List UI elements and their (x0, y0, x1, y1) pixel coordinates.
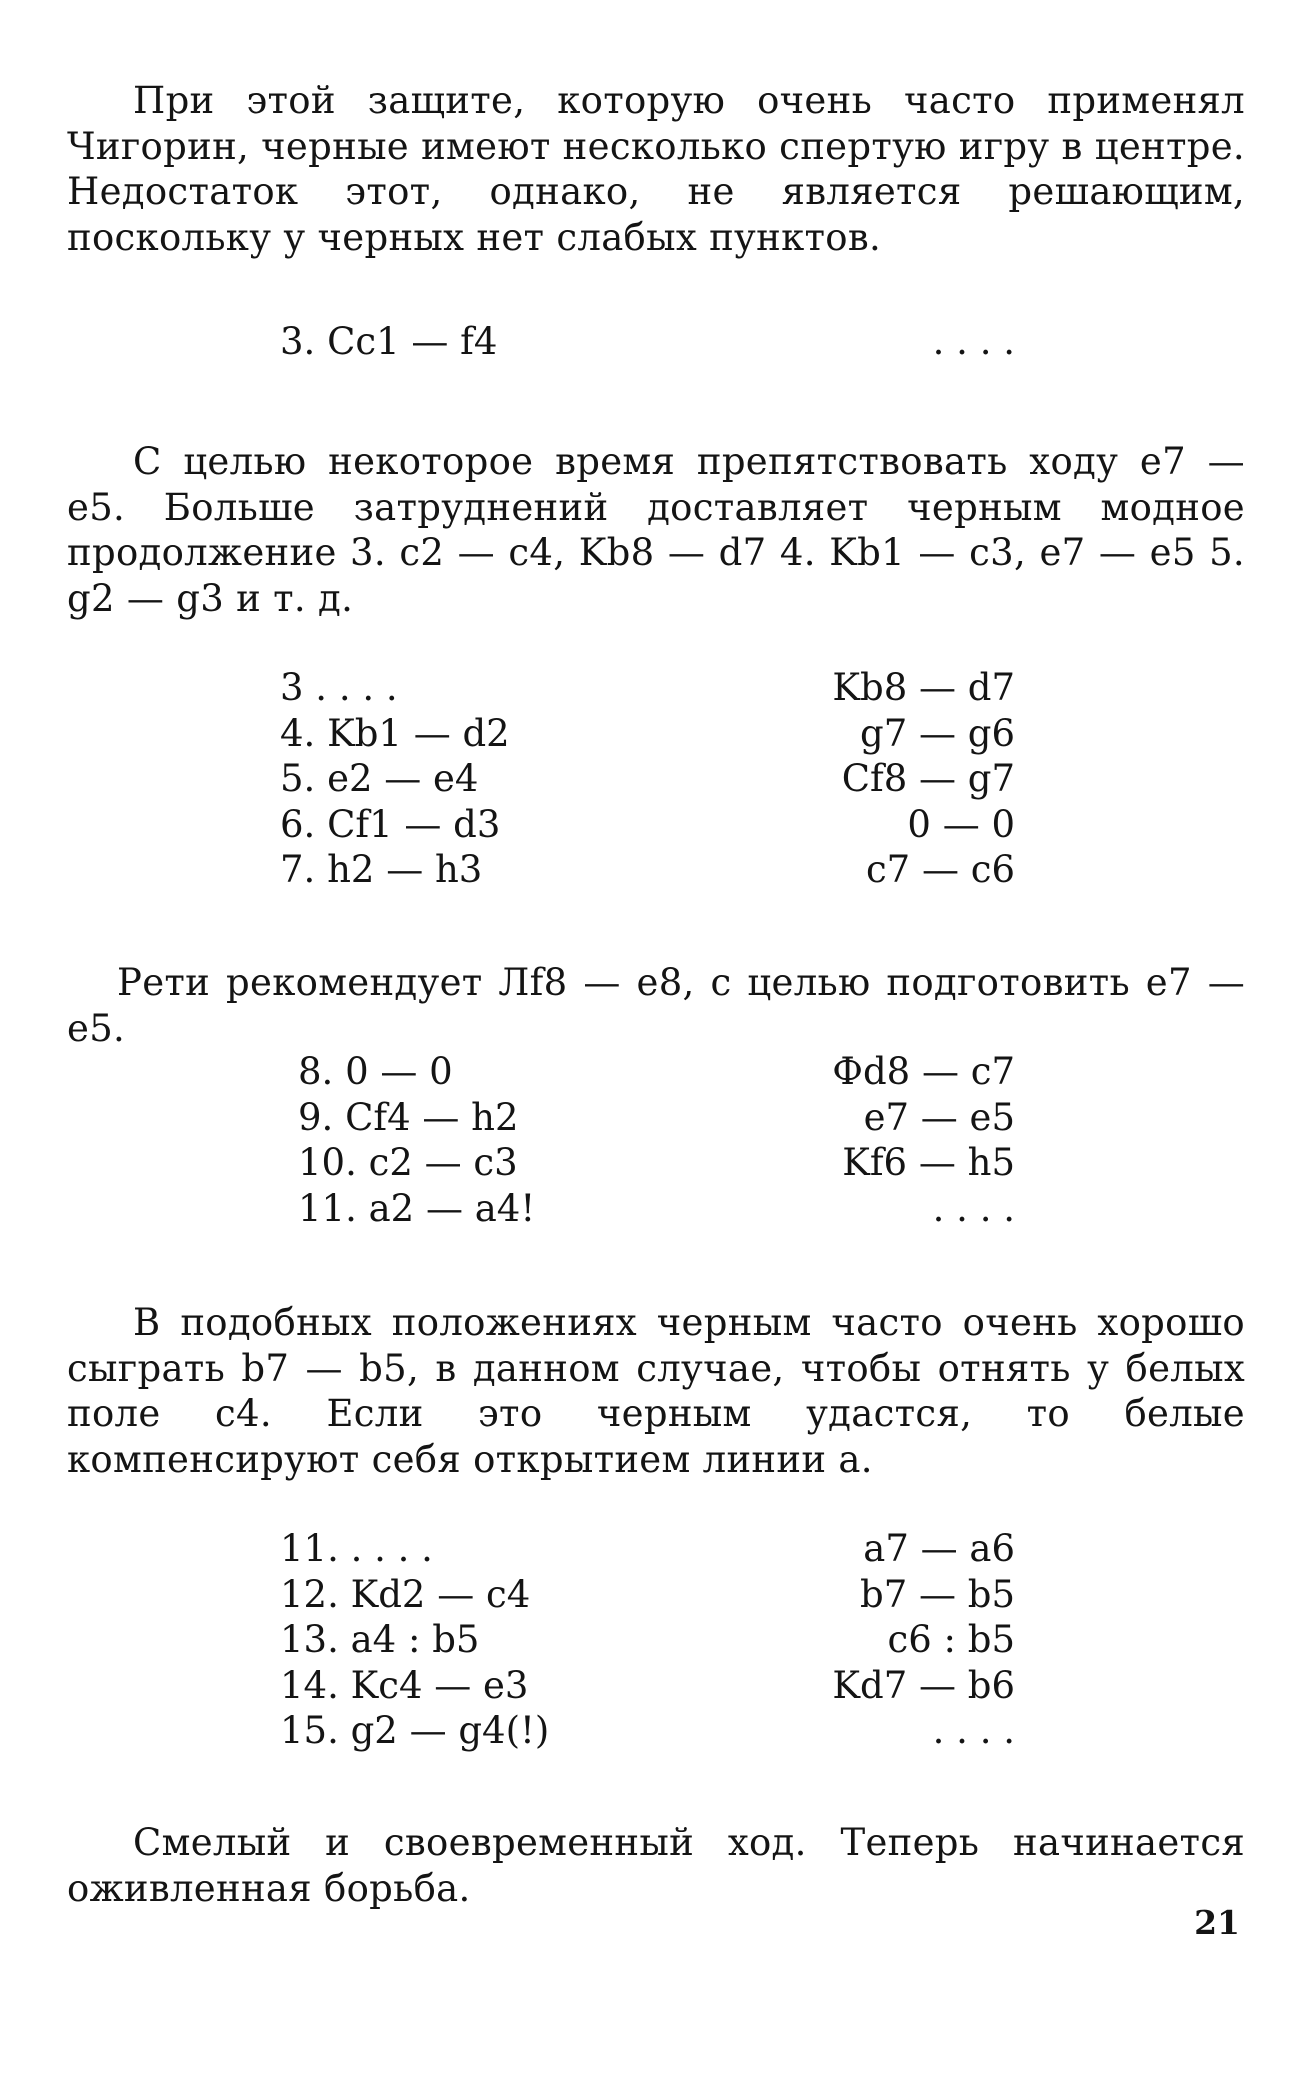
move-row (280, 1708, 1015, 1754)
page-number: 21 (1194, 1903, 1240, 1942)
paragraph-e7-e5-comment: С целью некоторое время препятствовать ходу e7 — e5. Больше затруднений доставляет черным модное продолжение 3. c2 — c4, Kb8 — d7 4. Kb1 — c3, e7 — e5 5. g2 — g3 и т. д. (67, 440, 1245, 620)
white-move: 6. Cf1 — d3 (280, 802, 501, 846)
black-move: Cf8 — g7 (841, 757, 1015, 800)
paragraph-reti-recommendation: Рети рекомендует Лf8 — e8, с целью подготовить e7 — e5. (67, 961, 1245, 1050)
black-move: Kf6 — h5 (842, 1141, 1015, 1184)
move-row (298, 1095, 1015, 1141)
move-block-3 (298, 1049, 1015, 1231)
black-move: 0 — 0 (907, 802, 1015, 846)
black-move: . . . . (932, 320, 1015, 363)
black-move: . . . . (932, 1709, 1015, 1752)
move-row (298, 1049, 1015, 1095)
black-move: b7 — b5 (860, 1572, 1015, 1616)
black-move: c7 — c6 (865, 848, 1015, 891)
white-move: 5. e2 — e4 (280, 757, 479, 800)
white-move: 4. Kb1 — d2 (280, 711, 510, 755)
white-move: 11. . . . . (280, 1527, 433, 1570)
white-move: 7. h2 — h3 (280, 848, 483, 891)
white-move: 9. Cf4 — h2 (298, 1095, 519, 1139)
move-row (280, 1617, 1015, 1663)
white-move: 8. 0 — 0 (298, 1050, 453, 1093)
move-row (280, 802, 1015, 848)
move-row (280, 847, 1015, 893)
white-move: 14. Kc4 — e3 (280, 1663, 529, 1707)
white-move: 3 . . . . (280, 666, 398, 709)
move-row (280, 1572, 1015, 1618)
black-move: Фd8 — c7 (832, 1050, 1015, 1093)
paragraph-chigorin-defense: При этой защите, которую очень часто применял Чигорин, черные имеют несколько спертую игру в центре. Недостаток этот, однако, не является решающим, поскольку у черных нет слабых пунктов. (67, 79, 1245, 259)
white-move: 15. g2 — g4(!) (280, 1709, 550, 1752)
move-block-4 (280, 1526, 1015, 1754)
move-block-1 (280, 319, 1015, 365)
paragraph-b7-b5-comment: В подобных положениях черным часто очень хорошо сыграть b7 — b5, в данном случае, чтобы отнять у белых поле c4. Если это черным удастся, то белые компенсируют себя открытием линии а. (67, 1301, 1245, 1481)
move-row (280, 1526, 1015, 1572)
black-move: a7 — a6 (863, 1527, 1015, 1570)
move-block-2 (280, 665, 1015, 893)
white-move: 12. Kd2 — c4 (280, 1572, 531, 1616)
white-move: 10. c2 — c3 (298, 1141, 518, 1184)
move-row (280, 711, 1015, 757)
black-move: c6 : b5 (887, 1618, 1015, 1661)
move-row (298, 1186, 1015, 1232)
white-move: 3. Cc1 — f4 (280, 320, 498, 363)
black-move: Kb8 — d7 (832, 666, 1015, 709)
paragraph-bold-move-comment: Смелый и своевременный ход. Теперь начинается оживленная борьба. (67, 1821, 1245, 1910)
white-move: 11. a2 — a4! (298, 1186, 536, 1230)
move-row (280, 665, 1015, 711)
move-row (298, 1140, 1015, 1186)
black-move: . . . . (932, 1186, 1015, 1230)
black-move: Kd7 — b6 (832, 1663, 1015, 1707)
black-move: g7 — g6 (860, 711, 1015, 755)
move-row (280, 756, 1015, 802)
move-row (280, 319, 1015, 365)
white-move: 13. a4 : b5 (280, 1618, 480, 1661)
black-move: e7 — e5 (863, 1095, 1015, 1139)
move-row (280, 1663, 1015, 1709)
